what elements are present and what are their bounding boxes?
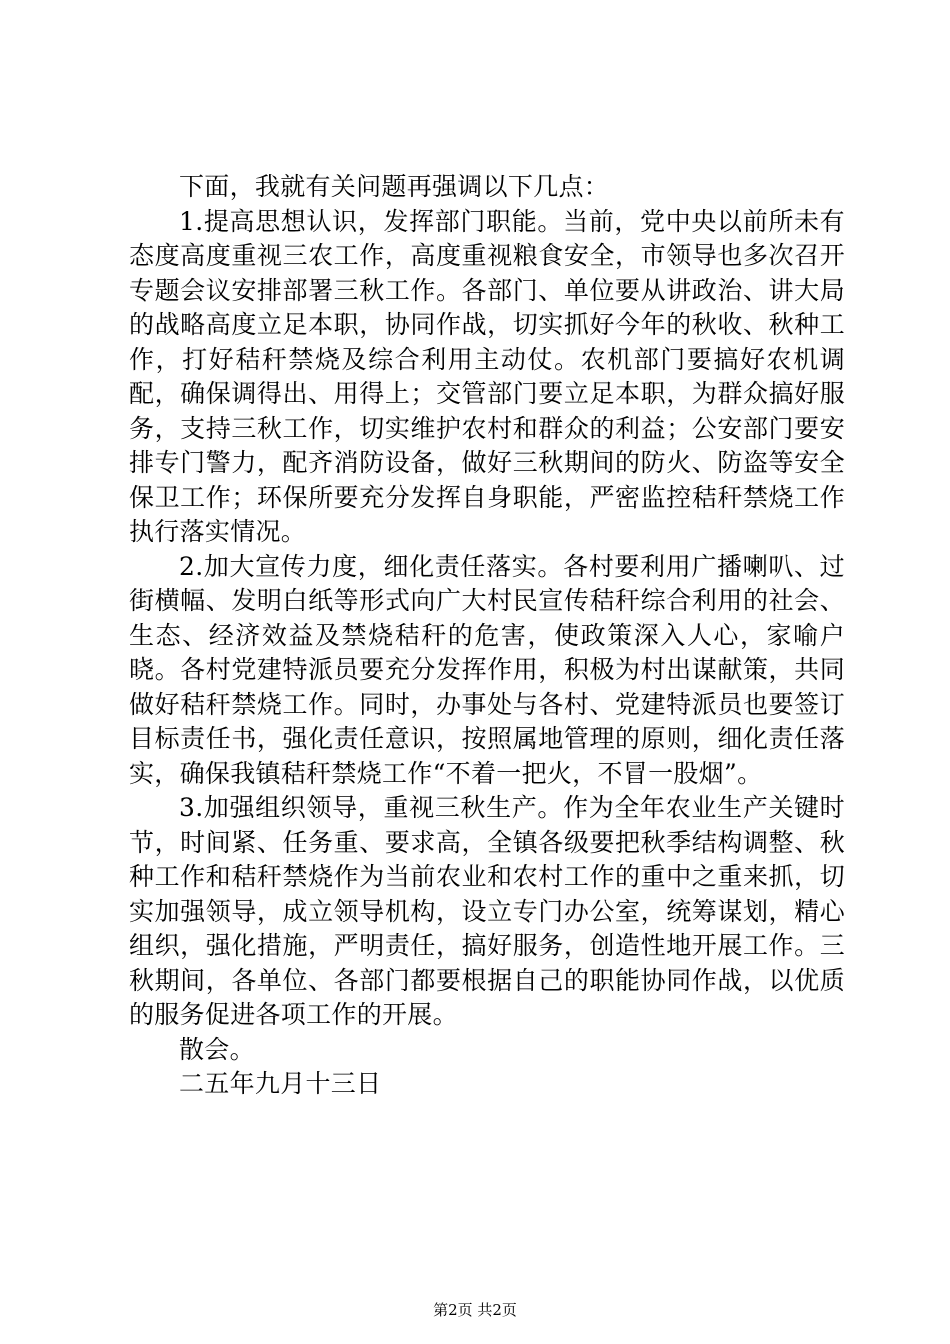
paragraph-date: 二五年九月十三日 [179,1069,382,1098]
paragraph-point-2: 2.加大宣传力度，细化责任落实。各村要利用广播喇叭、过街横幅、发明白纸等形式向广大村民宣传秸秆综合利用的社会、生态、经济效益及禁烧秸秆的危害，使政策深入人心，家喻户晓。各村党建特派员要充分发挥作用，积极为村出谋献策，共同做好秸秆禁烧工作。同时，办事处与各村、党建特派员也要签订目标责任书，强化责任意识，按照属地管理的原则，细化责任落实，确保我镇秸秆禁烧工作“不着一把火，不冒一股烟”。 [129,551,845,788]
document-body [129,170,845,1102]
paragraph-point-1: 1.提高思想认识，发挥部门职能。当前，党中央以前所未有态度高度重视三农工作，高度重视粮食安全，市领导也多次召开专题会议安排部署三秋工作。各部门、单位要从讲政治、讲大局的战略高度立足本职，协同作战，切实抓好今年的秋收、秋种工作，打好秸秆禁烧及综合利用主动仗。农机部门要搞好农机调配，确保调得出、用得上；交管部门要立足本职，为群众搞好服务，支持三秋工作，切实维护农村和群众的利益；公安部门要安排专门警力，配齐消防设备，做好三秋期间的防火、防盗等安全保卫工作；环保所要充分发挥自身职能，严密监控秸秆禁烧工作执行落实情况。 [129,206,845,546]
paragraph-closing: 散会。 [179,1034,255,1064]
paragraph-intro: 下面，我就有关问题再强调以下几点： [179,172,610,201]
paragraph-point-3: 3.加强组织领导，重视三秋生产。作为全年农业生产关键时节，时间紧、任务重、要求高，全镇各级要把秋季结构调整、秋种工作和秸秆禁烧作为当前农业和农村工作的重中之重来抓，切实加强领导，成立领导机构，设立专门办公室，统筹谋划，精心组织，强化措施，严明责任，搞好服务，创造性地开展工作。三秋期间，各单位、各部门都要根据自己的职能协同作战，以优质的服务促进各项工作的开展。 [129,793,845,1029]
page-footer: 第2页 共2页 [433,1301,517,1319]
